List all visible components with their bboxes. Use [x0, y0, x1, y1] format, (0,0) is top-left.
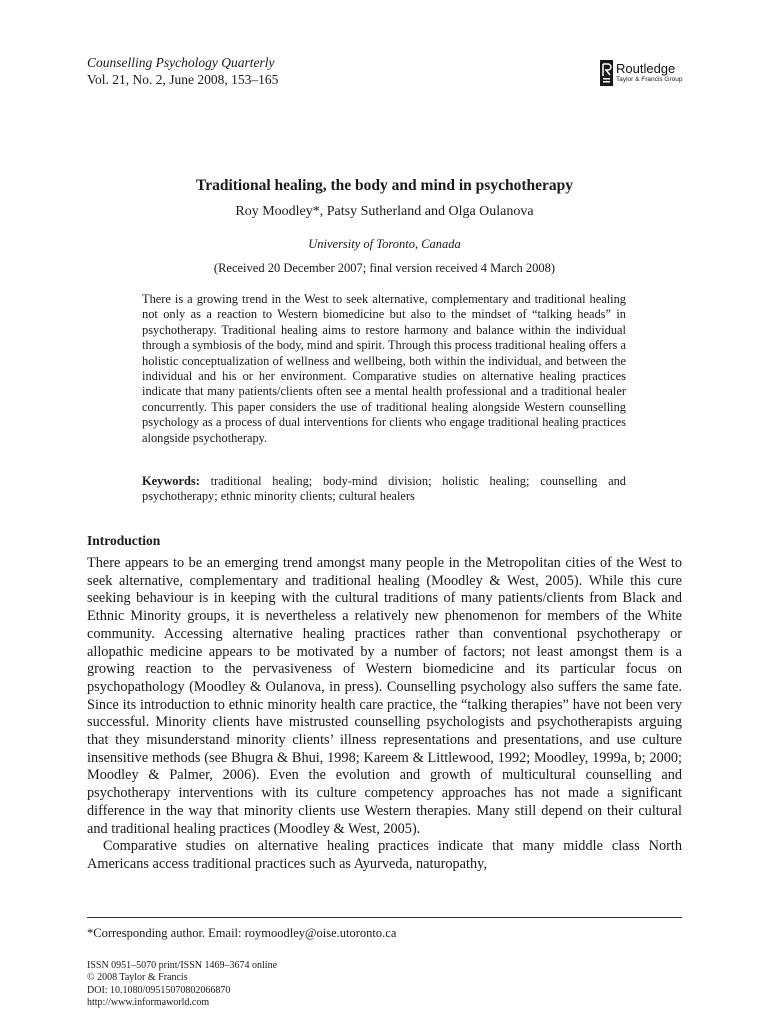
introduction-body	[87, 555, 682, 874]
copyright-line: © 2008 Taylor & Francis	[87, 972, 188, 984]
routledge-logo-icon	[600, 60, 613, 86]
received-dates: (Received 20 December 2007; final version received 4 March 2008)	[213, 261, 556, 275]
intro-paragraph: There appears to be an emerging trend amongst many people in the Metropolitan cities of the West to seek alternative, complementary and traditional healing (Moodley & West, 2005). While this cure seeking behaviour is in keeping with the cultural traditions of many patients/clients from Black and Ethnic Minority groups, it is nevertheless a relatively new phenomenon for members of the White community. Accessing alternative healing practices rather than conventional psychotherapy or allopathic medicine appears to be motivated by a number of factors; not least amongst them is a growing reaction to the pervasiveness of Western biomedicine and its particular focus on psychopathology (Moodley & Oulanova, in press). Counselling psychology also suffers the same fate. Since its introduction to ethnic minority health care practice, the “talking therapies” have not been very successful. Minority clients have mistrusted counselling psychologists and psychotherapists arguing that they misunderstand minority clients’ illness representations and presentations, and use culture insensitive methods (see Bhugra & Bhui, 1998; Kareem & Littlewood, 1992; Moodley, 1999a, b; 2000; Moodley & Palmer, 2006). Even the evolution and growth of multicultural counselling and psychotherapy interventions with its culture competency approaches has not made a significant difference in the way that minority clients use Western therapies. Many still depend on their cultural and traditional healing practices (Moodley & West, 2005).	[87, 555, 682, 837]
keywords-label: Keywords:	[142, 474, 200, 488]
publisher-name: Routledge	[616, 61, 676, 76]
journal-volume: Vol. 21, No. 2, June 2008, 153–165	[87, 72, 279, 87]
corresponding-author-footnote: *Corresponding author. Email: roymoodley@oise.utoronto.ca	[87, 926, 397, 940]
section-heading-introduction: Introduction	[87, 533, 161, 548]
intro-paragraph: Comparative studies on alternative healing practices indicate that many middle class North Americans access traditional practices such as Ayurveda, naturopathy,	[87, 838, 682, 872]
publisher-url[interactable]: http://www.informaworld.com	[87, 996, 210, 1008]
publisher-logo	[600, 60, 682, 86]
footnote-divider	[87, 917, 682, 918]
journal-name: Counselling Psychology Quarterly	[87, 55, 275, 70]
keywords	[142, 474, 626, 505]
issn-block	[87, 960, 277, 1009]
keywords-text: traditional healing; body-mind division; holistic healing; counselling and psychotherapy; ethnic minority clients; cultural healers	[142, 474, 626, 504]
journal-header	[87, 54, 278, 88]
article-title: Traditional healing, the body and mind in psychotherapy	[196, 177, 573, 194]
doi-line: DOI: 10.1080/09515070802066870	[87, 984, 231, 996]
article-authors: Roy Moodley*, Patsy Sutherland and Olga Oulanova	[235, 204, 534, 219]
publisher-subtitle: Taylor & Francis Group	[616, 76, 683, 83]
issn-line: ISSN 0951–5070 print/ISSN 1469–3674 online	[87, 960, 278, 971]
abstract: There is a growing trend in the West to seek alternative, complementary and traditional healing not only as a reaction to Western biomedicine but also to the mindset of “talking heads” in psychotherapy. Traditional healing aims to restore harmony and balance within the individual through a symbiosis of the body, mind and spirit. Through this process traditional healing offers a holistic conceptualization of wellness and wellbeing, both within the individual, and between the individual and his or her environment. Comparative studies on alternative healing practices indicate that many patients/clients often see a mental health professional and a traditional healer concurrently. This paper considers the use of traditional healing alongside Western counselling psychology as a process of dual interventions for clients who engage traditional healing practices alongside psychotherapy.	[142, 292, 626, 445]
author-affiliation: University of Toronto, Canada	[308, 237, 461, 251]
